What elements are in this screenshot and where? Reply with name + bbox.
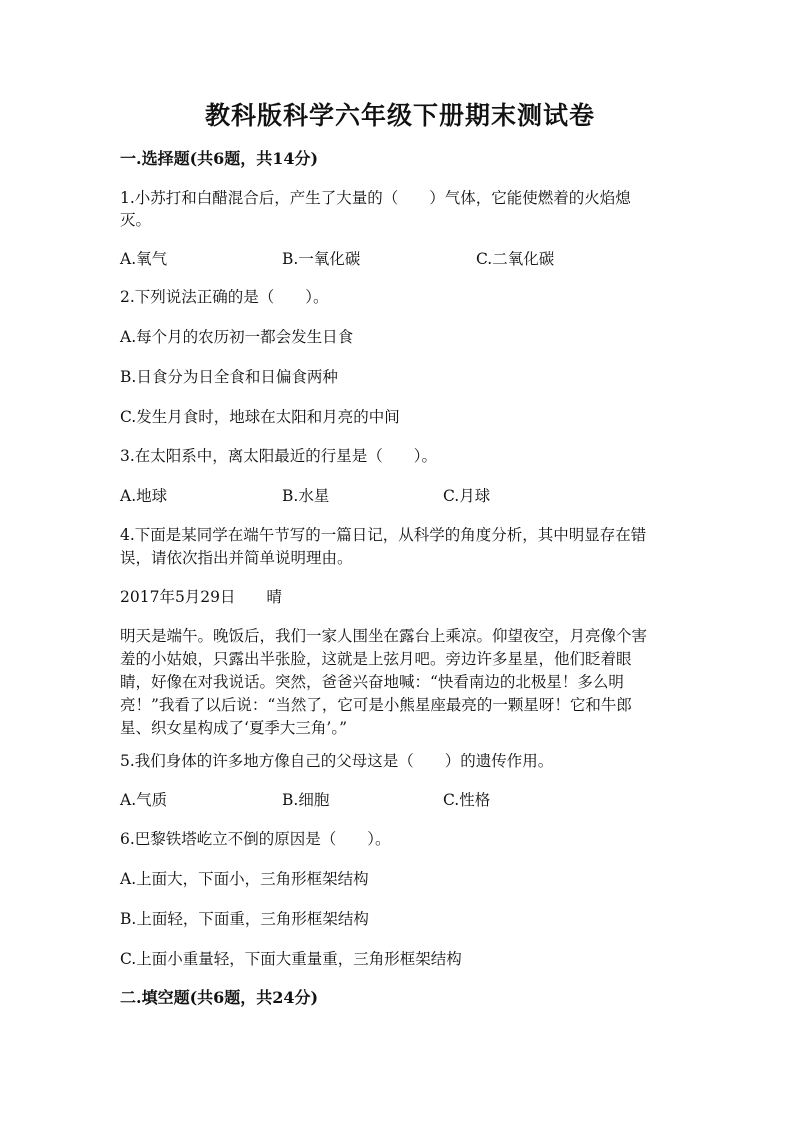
- diary-line-1: 明天是端午。晚饭后，我们一家人围坐在露台上乘凉。仰望夜空，月亮像个害: [120, 627, 648, 645]
- page-title: 教科版科学六年级下册期末测试卷: [204, 101, 595, 130]
- question-6-option-b: B.上面轻，下面重，三角形框架结构: [120, 910, 369, 928]
- question-3-stem: 3.在太阳系中，离太阳最近的行星是（ ）。: [120, 447, 438, 465]
- question-2-stem: 2.下列说法正确的是（ ）。: [120, 288, 329, 306]
- question-6-option-c: C.上面小重量轻，下面大重量重，三角形框架结构: [120, 950, 462, 968]
- section-heading-fill-in-blank: 二.填空题(共6题，共24分): [120, 988, 319, 1007]
- diary-line-2: 羞的小姑娘，只露出半张脸，这就是上弦月吧。旁边许多星星，他们眨着眼: [120, 650, 632, 668]
- question-1-option-c: C.二氧化碳: [476, 250, 555, 268]
- question-5-option-a: A.气质: [120, 791, 168, 809]
- diary-line-5: 星、织女星构成了‘夏季大三角’。”: [120, 719, 348, 737]
- diary-line-3: 睛，好像在对我说话。突然，爸爸兴奋地喊：“快看南边的北极星！多么明: [120, 673, 624, 691]
- diary-line-4: 亮！”我看了以后说：“当然了，它可是小熊星座最亮的一颗星呀！它和牛郎: [120, 696, 632, 714]
- question-1-stem-line-2: 灭。: [120, 211, 152, 229]
- question-4-stem-line-1: 4.下面是某同学在端午节写的一篇日记，从科学的角度分析，其中明显存在错: [120, 526, 647, 544]
- question-5-stem: 5.我们身体的许多地方像自己的父母这是（ ）的遗传作用。: [120, 752, 554, 770]
- question-1-stem-line-1: 1.小苏打和白醋混合后，产生了大量的（ ）气体，它能使燃着的火焰熄: [120, 189, 631, 207]
- question-2-option-b: B.日食分为日全食和日偏食两种: [120, 368, 338, 386]
- question-4-stem-line-2: 误，请依次指出并简单说明理由。: [120, 549, 353, 567]
- section-heading-multiple-choice: 一.选择题(共6题，共14分): [120, 149, 319, 168]
- question-5-option-b: B.细胞: [282, 791, 330, 809]
- question-1-option-a: A.氧气: [120, 250, 168, 268]
- question-3-option-a: A.地球: [120, 487, 168, 505]
- diary-date: 2017年5月29日 晴: [120, 588, 283, 606]
- question-2-option-a: A.每个月的农历初一都会发生日食: [120, 328, 354, 346]
- question-1-option-b: B.一氧化碳: [282, 250, 361, 268]
- question-3-option-c: C.月球: [443, 487, 491, 505]
- question-3-option-b: B.水星: [282, 487, 330, 505]
- question-2-option-c: C.发生月食时，地球在太阳和月亮的中间: [120, 408, 400, 426]
- question-6-option-a: A.上面大，下面小，三角形框架结构: [120, 870, 369, 888]
- question-6-stem: 6.巴黎铁塔屹立不倒的原因是（ ）。: [120, 830, 391, 848]
- question-5-option-c: C.性格: [443, 791, 491, 809]
